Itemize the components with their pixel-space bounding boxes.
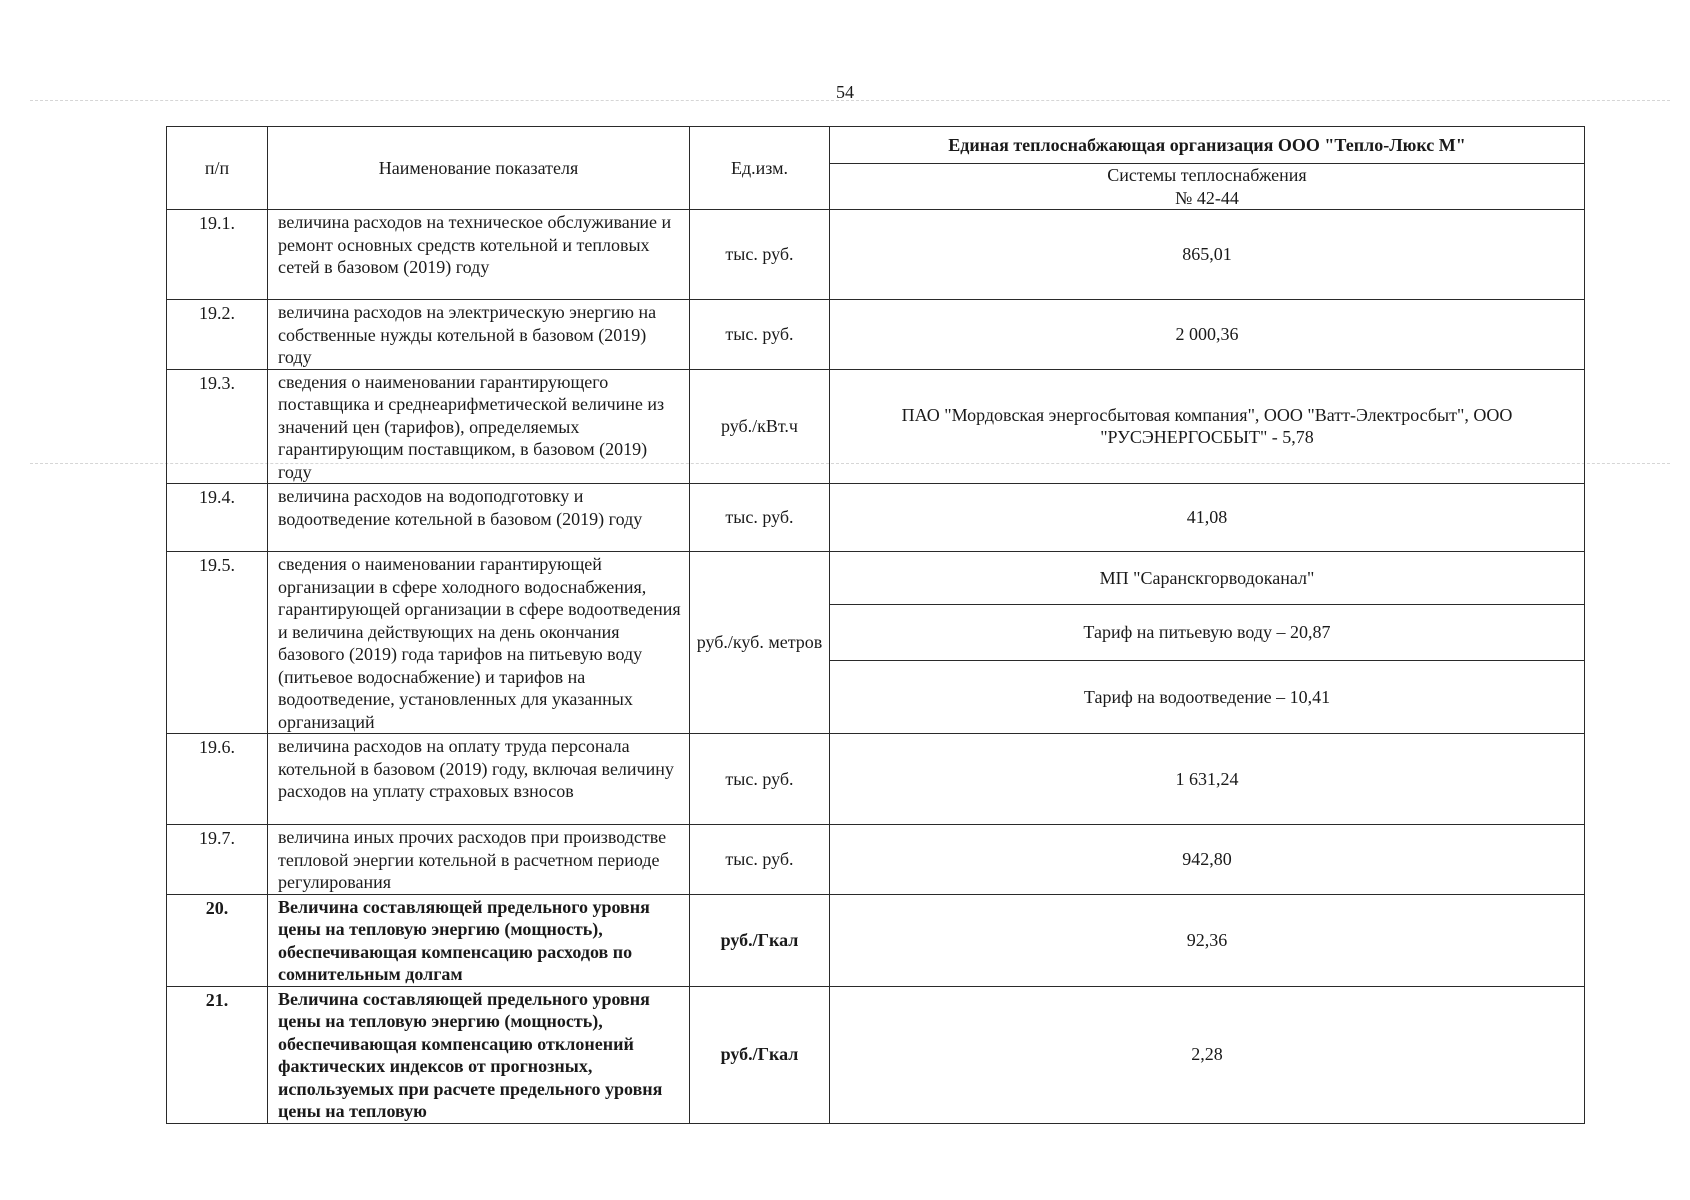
wastewater-tariff: Тариф на водоотведение – 10,41: [1083, 686, 1331, 707]
table-row: [167, 369, 1585, 484]
row-unit: тыс. руб.: [690, 825, 830, 895]
systems-label: Системы теплоснабжения: [1107, 165, 1307, 185]
row-name: величина расходов на техническое обслуживание и ремонт основных средств котельной и тепловых сетей в базовом (2019) году: [268, 210, 690, 300]
row-unit: руб./Гкал: [690, 894, 830, 986]
water-tariffs-subtable: [830, 552, 1584, 733]
row-num: 19.7.: [167, 825, 268, 895]
header-num: п/п: [167, 127, 268, 210]
row-unit: тыс. руб.: [690, 300, 830, 370]
row-num: 19.6.: [167, 734, 268, 825]
row-value: ПАО "Мордовская энергосбытовая компания", ООО "Ватт-Электросбыт", ООО "РУСЭНЕРГОСБЫТ" - 5,78: [830, 369, 1585, 484]
table-row: [167, 484, 1585, 552]
header-unit: Ед.изм.: [690, 127, 830, 210]
row-name: величина расходов на водоподготовку и водоотведение котельной в базовом (2019) году: [268, 484, 690, 552]
table-row: [167, 986, 1585, 1123]
water-org-name: МП "Саранскгорводоканал": [830, 552, 1584, 604]
tariff-indicators-table: [166, 126, 1585, 1124]
row-value: 2,28: [830, 986, 1585, 1123]
row-name: величина расходов на электрическую энергию на собственные нужды котельной в базовом (2019) году: [268, 300, 690, 370]
row-value: 92,36: [830, 894, 1585, 986]
row-name: Величина составляющей предельного уровня цены на тепловую энергию (мощность), обеспечивающая компенсацию отклонений фактических индексов от прогнозных, используемых при расчете предельного уровня цены на тепловую: [268, 986, 690, 1123]
row-value: 942,80: [830, 825, 1585, 895]
row-values-group: [830, 552, 1585, 734]
row-unit: тыс. руб.: [690, 210, 830, 300]
row-value: 41,08: [830, 484, 1585, 552]
table-row: [167, 300, 1585, 370]
header-name: Наименование показателя: [268, 127, 690, 210]
page-number: 54: [836, 82, 854, 102]
row-value: 2 000,36: [830, 300, 1585, 370]
row-name: Величина составляющей предельного уровня цены на тепловую энергию (мощность), обеспечивающая компенсацию расходов по сомнительным долгам: [268, 894, 690, 986]
row-name: сведения о наименовании гарантирующего поставщика и среднеарифметической величине из значений цен (тарифов), определяемых гарантирующим поставщиком, в базовом (2019) году: [268, 369, 690, 484]
row-unit: тыс. руб.: [690, 484, 830, 552]
row-unit: руб./Гкал: [690, 986, 830, 1123]
header-row: [167, 127, 1585, 164]
row-num: 19.1.: [167, 210, 268, 300]
row-value: 865,01: [830, 210, 1585, 300]
row-num: 19.5.: [167, 552, 268, 734]
row-num: 19.3.: [167, 369, 268, 484]
row-name: величина расходов на оплату труда персонала котельной в базовом (2019) году, включая величину расходов на уплату страховых взносов: [268, 734, 690, 825]
row-num: 19.4.: [167, 484, 268, 552]
table-row: [167, 210, 1585, 300]
row-unit: руб./кВт.ч: [690, 369, 830, 484]
row-unit: тыс. руб.: [690, 734, 830, 825]
drinking-water-tariff: Тариф на питьевую воду – 20,87: [830, 604, 1584, 660]
table-row: [167, 894, 1585, 986]
row-num: 21.: [167, 986, 268, 1123]
systems-number: № 42-44: [1175, 187, 1239, 208]
header-systems: [830, 164, 1585, 210]
row-num: 20.: [167, 894, 268, 986]
header-org-title: Единая теплоснабжающая организация ООО "Тепло-Люкс М": [830, 127, 1585, 164]
row-value: 1 631,24: [830, 734, 1585, 825]
row-name: величина иных прочих расходов при производстве тепловой энергии котельной в расчетном периоде регулирования: [268, 825, 690, 895]
table-row: [167, 552, 1585, 734]
row-name: сведения о наименовании гарантирующей организации в сфере холодного водоснабжения, гарантирующей организации в сфере водоотведения и величина действующих на день окончания базового (2019) года тарифов на питьевую воду (питьевое водоснабжение) и тарифов на водоотведение, установленных для указанных организаций: [268, 552, 690, 734]
table-row: [167, 825, 1585, 895]
row-num: 19.2.: [167, 300, 268, 370]
table-row: [167, 734, 1585, 825]
row-unit: руб./куб. метров: [690, 552, 830, 734]
